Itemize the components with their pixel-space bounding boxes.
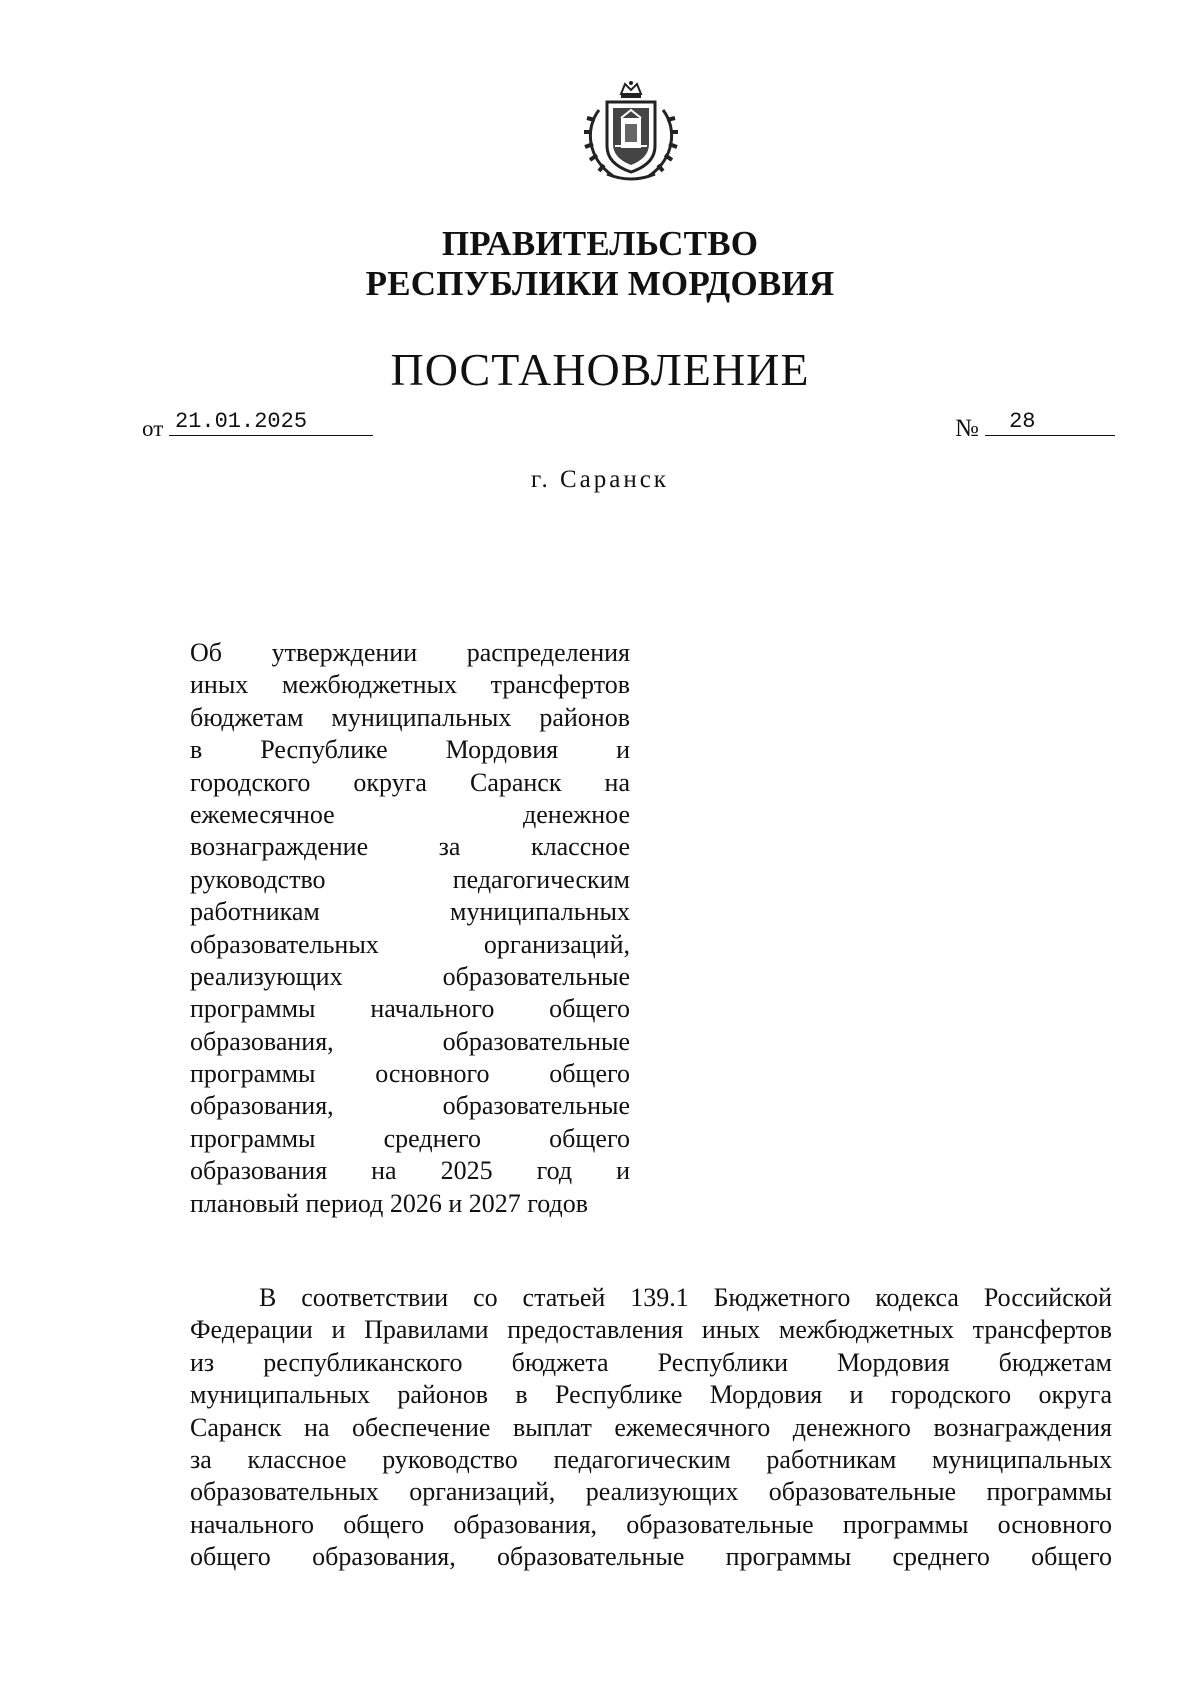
title-line: в Республике Мордовия и xyxy=(190,735,630,765)
number-prefix: № xyxy=(955,415,979,442)
body-line: В соответствии со статьей 139.1 Бюджетного кодекса Российской xyxy=(259,1283,1112,1312)
body-paragraph xyxy=(190,1282,1112,1574)
title-line: программы основного общего xyxy=(190,1059,630,1089)
body-line: Саранск на обеспечение выплат ежемесячного денежного вознаграждения xyxy=(190,1412,1112,1442)
body-line: общего образования, образовательные программы среднего общего xyxy=(190,1542,1112,1572)
title-line: образования, образовательные xyxy=(190,1026,630,1056)
date-prefix: от xyxy=(142,416,164,441)
body-line: из республиканского бюджета Республики Мордовия бюджетам xyxy=(190,1347,1112,1377)
body-line: Федерации и Правилами предоставления иных межбюджетных трансфертов xyxy=(190,1315,1112,1345)
title-line: образования, образовательные xyxy=(190,1091,630,1121)
title-line: реализующих образовательные xyxy=(190,961,630,991)
title-line: плановый период 2026 и 2027 годов xyxy=(190,1188,589,1218)
body-line: начального общего образования, образовательные программы основного xyxy=(190,1509,1112,1539)
title-line: образования на 2025 год и xyxy=(190,1156,630,1186)
title-line: программы среднего общего xyxy=(190,1123,630,1153)
body-line: за классное руководство педагогическим работникам муниципальных xyxy=(190,1444,1112,1474)
title-line: ежемесячное денежное xyxy=(190,799,630,829)
number-value: 28 xyxy=(985,409,1115,436)
document-title xyxy=(190,637,630,1220)
government-name-line-2: РЕСПУБЛИКИ МОРДОВИЯ xyxy=(365,264,835,303)
title-line: вознаграждение за классное xyxy=(190,832,630,862)
title-line: программы начального общего xyxy=(190,994,630,1024)
title-line: руководство педагогическим xyxy=(190,864,630,894)
title-line: городского округа Саранск на xyxy=(190,767,630,797)
document-date xyxy=(142,409,373,444)
body-line: образовательных организаций, реализующих образовательные программы xyxy=(190,1477,1112,1507)
body-line: муниципальных районов в Республике Мордовия и городского округа xyxy=(190,1380,1112,1410)
coat-of-arms-icon xyxy=(577,80,685,186)
title-line: образовательных организаций, xyxy=(190,929,630,959)
title-line: работникам муниципальных xyxy=(190,897,630,927)
date-value: 21.01.2025 xyxy=(169,409,373,436)
government-name-line-1: ПРАВИТЕЛЬСТВО xyxy=(441,224,759,263)
city: г. Саранск xyxy=(531,466,669,493)
title-line: бюджетам муниципальных районов xyxy=(190,702,630,732)
title-line: иных межбюджетных трансфертов xyxy=(190,670,630,700)
document-type: ПОСТАНОВЛЕНИЕ xyxy=(390,344,810,395)
document-number xyxy=(955,409,1115,444)
title-line: Об утверждении распределения xyxy=(190,638,630,667)
